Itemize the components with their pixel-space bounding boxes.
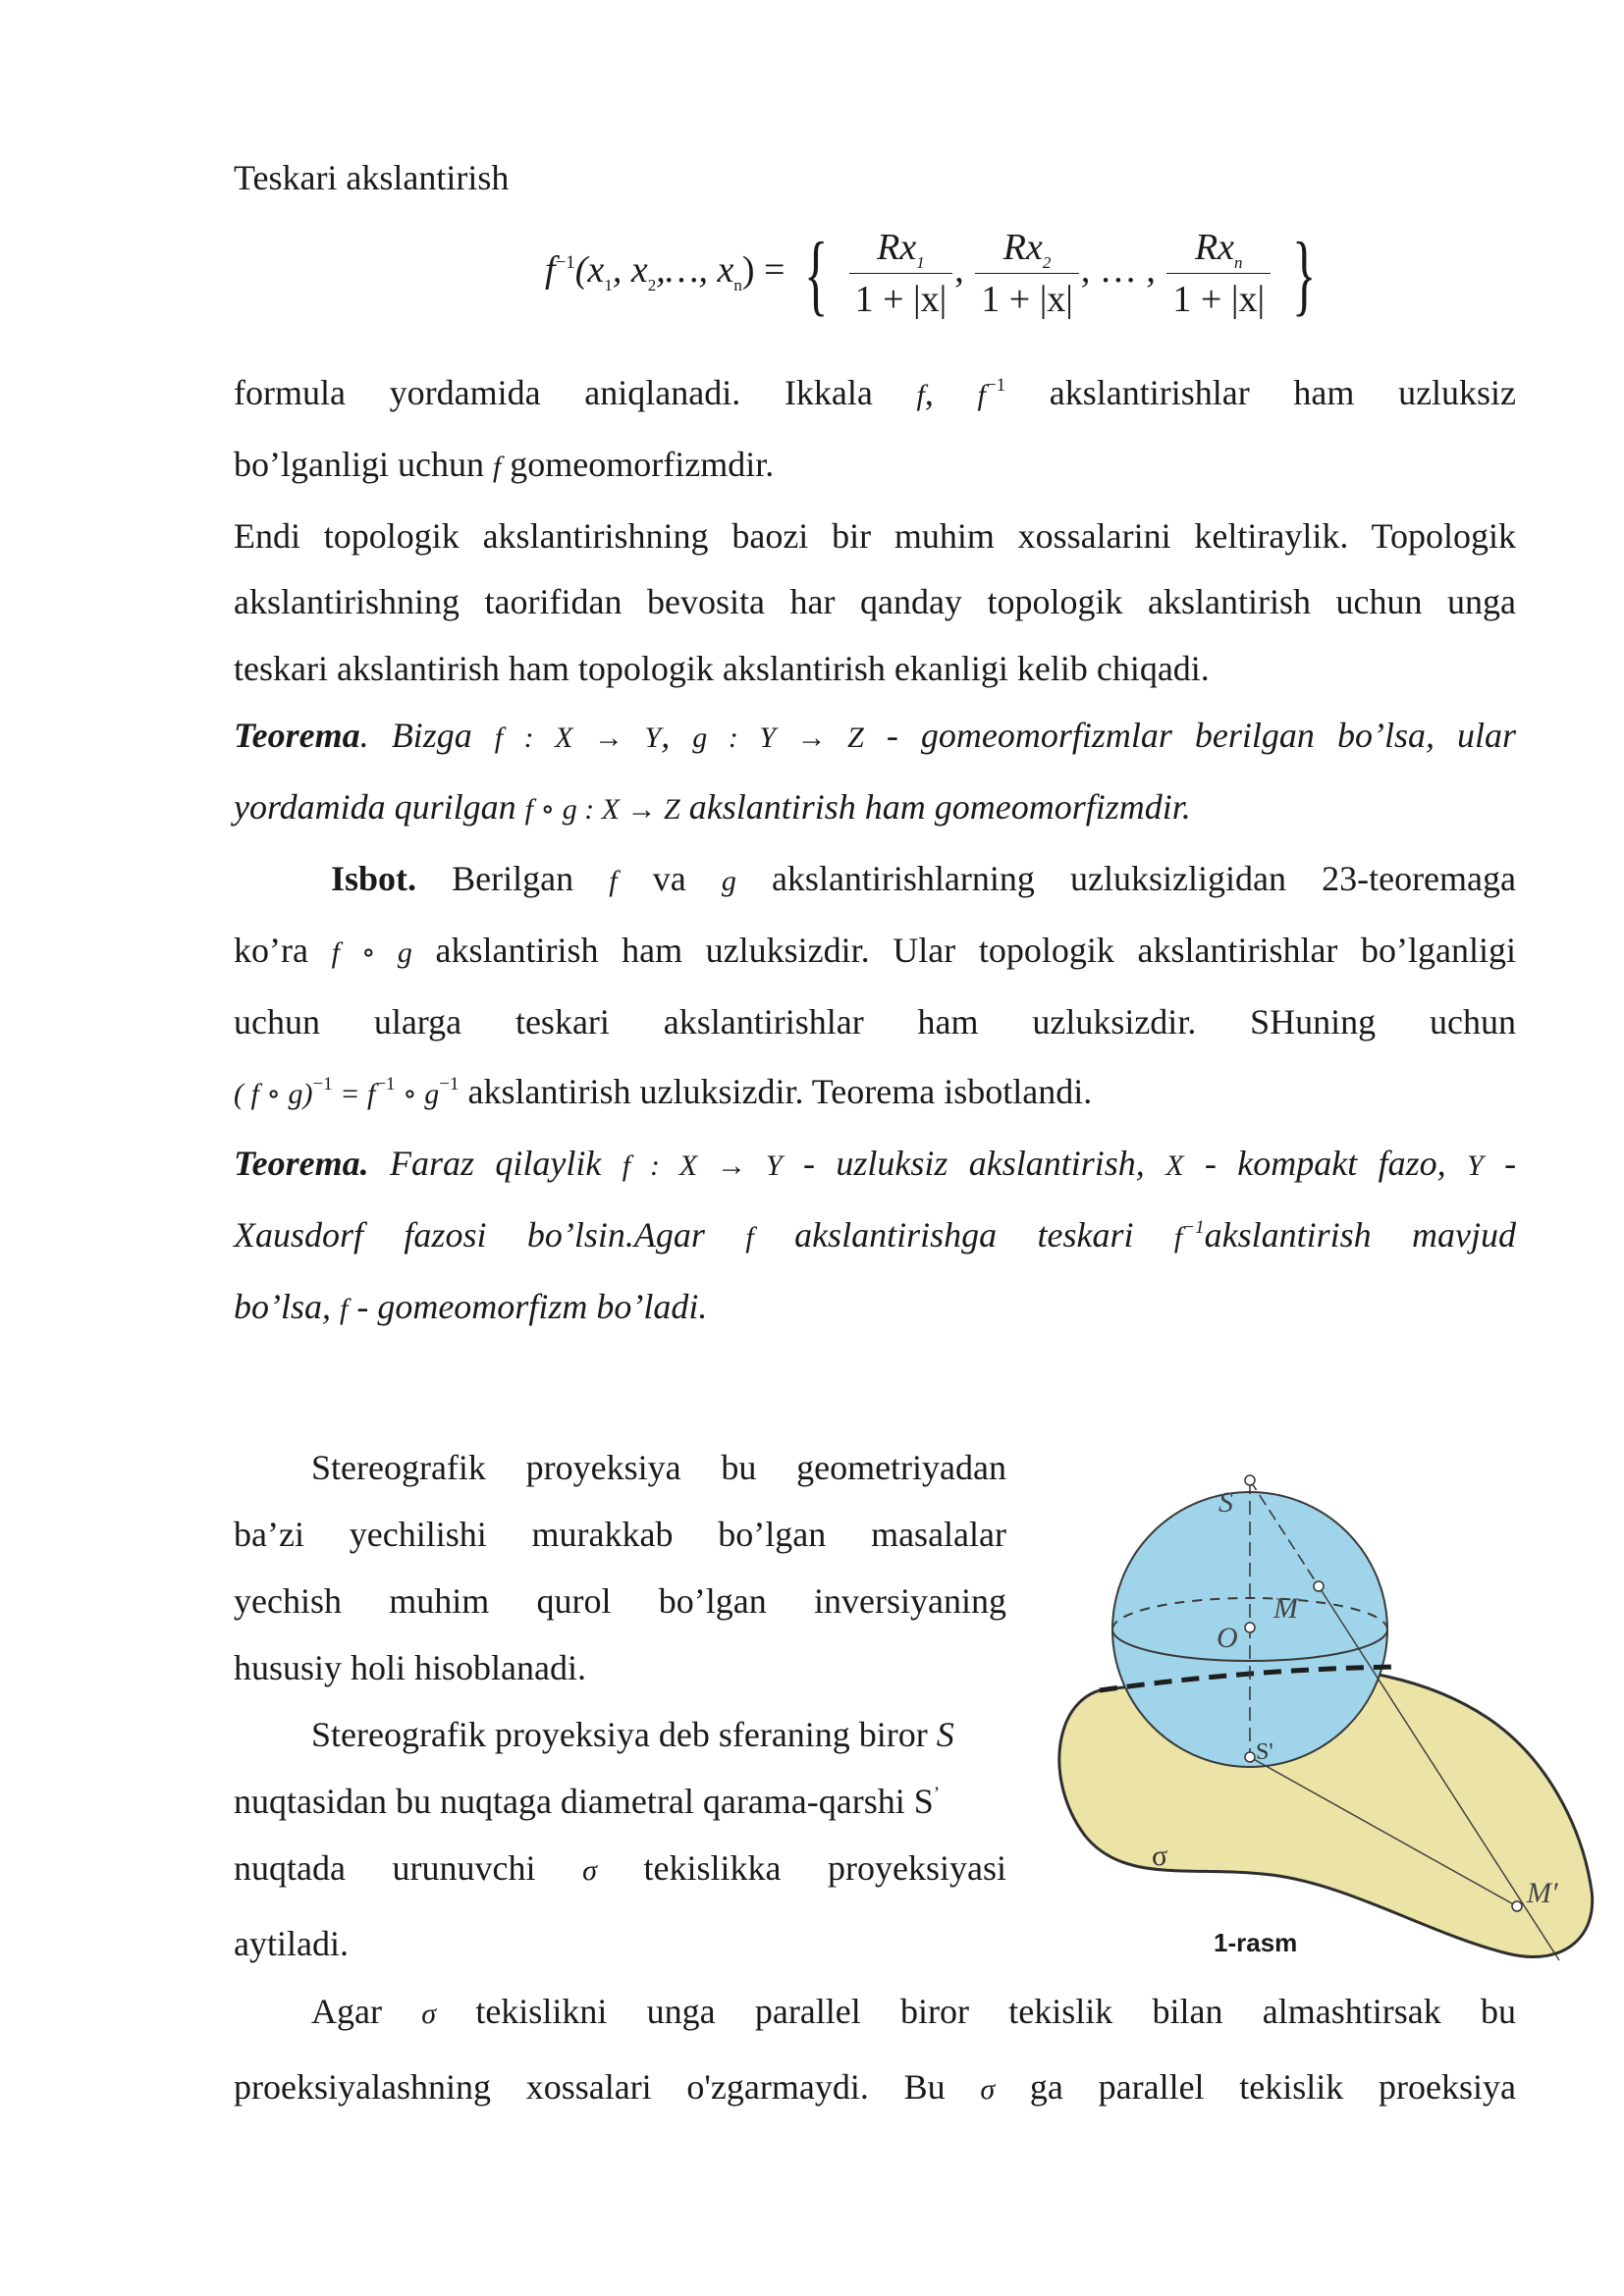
paragraph-line: formula yordamida aniqlanadi. Ikkala f, $f^{-1}$ akslantirishlar ham uzluksiz [234, 373, 1517, 412]
label-sigma: σ [1152, 1840, 1168, 1872]
stereo-line: yechish muhim qurol bo’lgan inversiyaning [234, 1581, 1006, 1621]
proof-line: ( f ∘ $g)^{-1} = f^{-1}$ ∘ $g^{-1}$ akslantirish uzluksizdir. Teorema isbotlandi. [234, 1072, 1093, 1111]
inverse-formula: $f^{-1}(x_1$, $x_2,\dots$, $x_n$) = { $\frac{Rx_1}{1 + |x|}$ , $\frac{Rx_2}{1 + |x|}$ , … , $\frac{Rx_n}{1 + |x|}$ } [545, 223, 1316, 324]
theorem-2-line: Xausdorf fazosi bo’lsin.Agar f akslantirishga teskari $f^{-1}akslantirish$ mavjud [234, 1215, 1517, 1255]
theorem-1-line: yordamida qurilgan f ∘ g : X → Z akslantirish ham gomeomorfizmdir. [234, 787, 1191, 827]
section-heading: Teskari akslantirish [234, 158, 510, 197]
paragraph-line: bo’lganligi uchun f gomeomorfizmdir. [234, 445, 775, 484]
fraction-1: $\frac{Rx_1}{1 + |x|}$ [849, 226, 953, 321]
label-O: O [1217, 1622, 1238, 1654]
stereo-line: nuqtasidan bu nuqtaga diametral qarama-qarshi S’ [234, 1782, 941, 1821]
theorem-2-line: bo’lsa, f - gomeomorfizm bo’ladi. [234, 1287, 708, 1326]
stereo-line: Stereografik proyeksiya bu geometriyadan [311, 1448, 1006, 1487]
stereo-line: nuqtada urunuvchi σ tekislikka proyeksiyasi [234, 1848, 1006, 1888]
stereo-line: hususiy holi hisoblanadi. [234, 1648, 586, 1687]
theorem-1-line: Teorema. Bizga f : X → Y, g : Y → Z - gomeomorfizmlar berilgan bo’lsa, ular [234, 716, 1517, 755]
stereo-line: aytiladi. [234, 1924, 349, 1963]
fraction-n: $\frac{Rx_n}{1 + |x|}$ [1166, 226, 1271, 321]
figure-caption: 1-rasm [1214, 1928, 1298, 1957]
stereo-line: Stereografik proyeksiya deb sferaning biror S [311, 1715, 954, 1754]
stereographic-projection-figure [1056, 1433, 1605, 1963]
label-S-prime: S' [1256, 1739, 1273, 1765]
proof-line: uchun ularga teskari akslantirishlar ham uzluksizdir. SHuning uchun [234, 1002, 1516, 1041]
theorem-2-line: Teorema. Faraz qilaylik f : X → Y - uzluksiz akslantirish, X - kompakt fazo, Y - [234, 1144, 1517, 1183]
paragraph-line: Endi topologik akslantirishning baozi bir muhim xossalarini keltiraylik. Topologik [234, 516, 1516, 556]
paragraph-line: teskari akslantirish ham topologik akslantirish ekanligi kelib chiqadi. [234, 649, 1210, 688]
label-M-prime: M′ [1527, 1877, 1558, 1909]
label-M: M [1273, 1592, 1298, 1625]
label-S: S [1218, 1486, 1233, 1519]
paragraph-line: Agar σ tekislikni unga parallel biror tekislik bilan almashtirsak bu [311, 1992, 1517, 2031]
paragraph-line: akslantirishning taorifidan bevosita har qanday topologik akslantirish uchun unga [234, 582, 1516, 621]
proof-line: Isbot. Berilgan f va g akslantirishlarning uzluksizligidan 23-teoremaga [331, 859, 1516, 898]
stereo-line: ba’zi yechilishi murakkab bo’lgan masalalar [234, 1515, 1006, 1554]
proof-line: ko’ra f ∘ g akslantirish ham uzluksizdir. Ular topologik akslantirishlar bo’lganligi [234, 931, 1517, 970]
fraction-2: $\frac{Rx_2}{1 + |x|}$ [975, 226, 1079, 321]
paragraph-line: proeksiyalashning xossalari o'zgarmaydi. Bu σ ga parallel tekislik proeksiya [234, 2067, 1516, 2107]
